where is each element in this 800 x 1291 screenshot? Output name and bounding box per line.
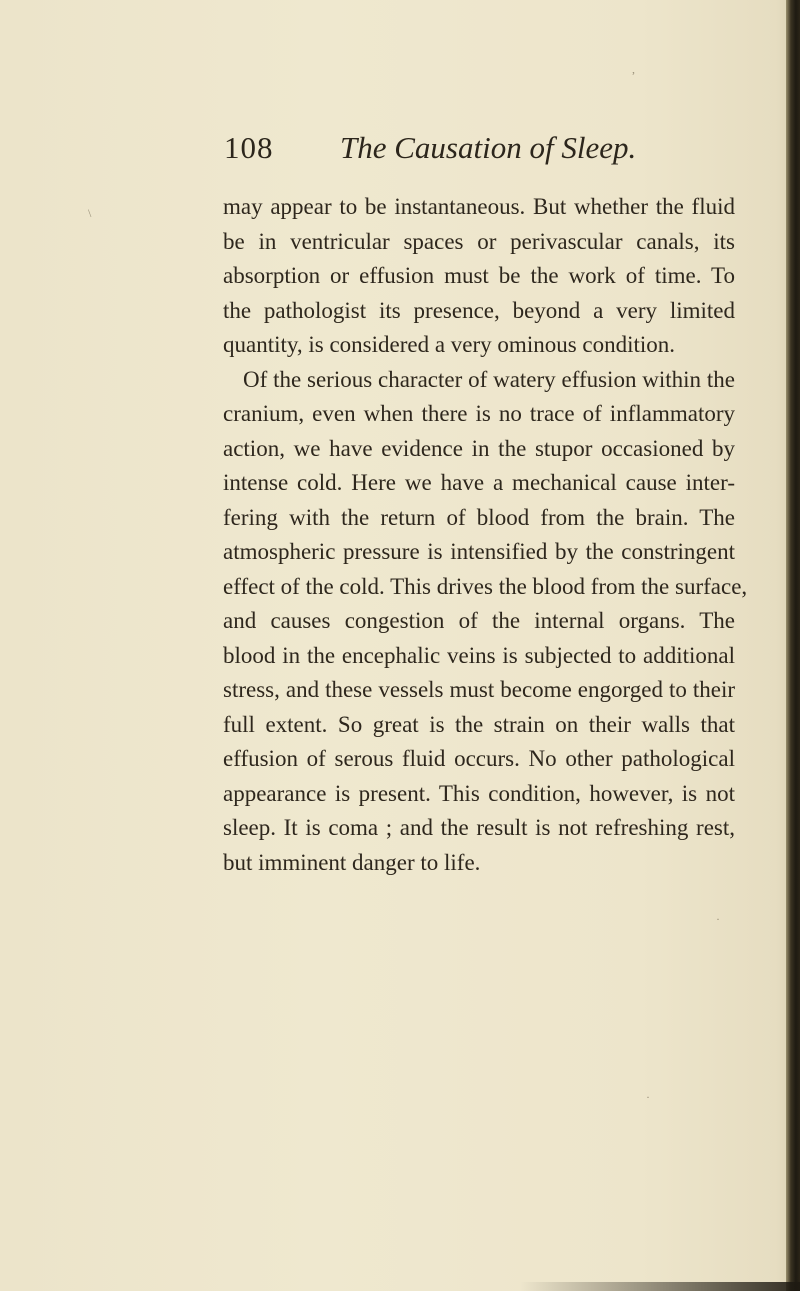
text-line: be in ventricular spaces or perivascular canals, its [223, 228, 735, 254]
paper-speck: · [646, 1090, 650, 1104]
running-title: The Causation of Sleep. [340, 130, 637, 165]
paper-speck: , [632, 62, 635, 76]
text-line: appearance is present. This condition, however, is not [223, 780, 735, 806]
text-line: cranium, even when there is no trace of inflammatory [223, 401, 735, 426]
text-line: blood in the encephalic veins is subjected to additional [223, 642, 735, 668]
text-line: absorption or effusion must be the work of time. To [223, 263, 735, 288]
page-shadow [520, 1282, 800, 1291]
page-number: 108 [224, 130, 274, 165]
text-line: quantity, is considered a very ominous condition. [223, 332, 676, 357]
paper-speck: · [716, 912, 720, 926]
text-line: atmospheric pressure is intensified by the constringent [223, 539, 735, 564]
text-line: intense cold. Here we have a mechanical cause inter- [223, 470, 735, 495]
text-line: fering with the return of blood from the brain. The [223, 504, 735, 530]
text-line: may appear to be instantaneous. But whether the fluid [223, 194, 735, 219]
text-line: but imminent danger to life. [223, 849, 481, 875]
body-text [223, 190, 748, 880]
text-line: sleep. It is coma ; and the result is not refreshing rest, [223, 815, 735, 840]
text-line: effusion of serous fluid occurs. No other pathological [223, 746, 735, 771]
text-line: the pathologist its presence, beyond a very limited [223, 297, 735, 323]
text-line: effect of the cold. This drives the blood from the surface, [223, 573, 748, 599]
text-line: Of the serious character of watery effusion within the [243, 366, 735, 392]
binding-edge [786, 0, 800, 1291]
text-line: action, we have evidence in the stupor occasioned by [223, 435, 735, 461]
page-header [224, 130, 644, 180]
text-line: full extent. So great is the strain on their walls that [223, 711, 735, 737]
text-line: stress, and these vessels must become engorged to their [223, 677, 735, 702]
text-line: and causes congestion of the internal organs. The [223, 608, 735, 633]
paper-speck: \ [88, 206, 92, 220]
